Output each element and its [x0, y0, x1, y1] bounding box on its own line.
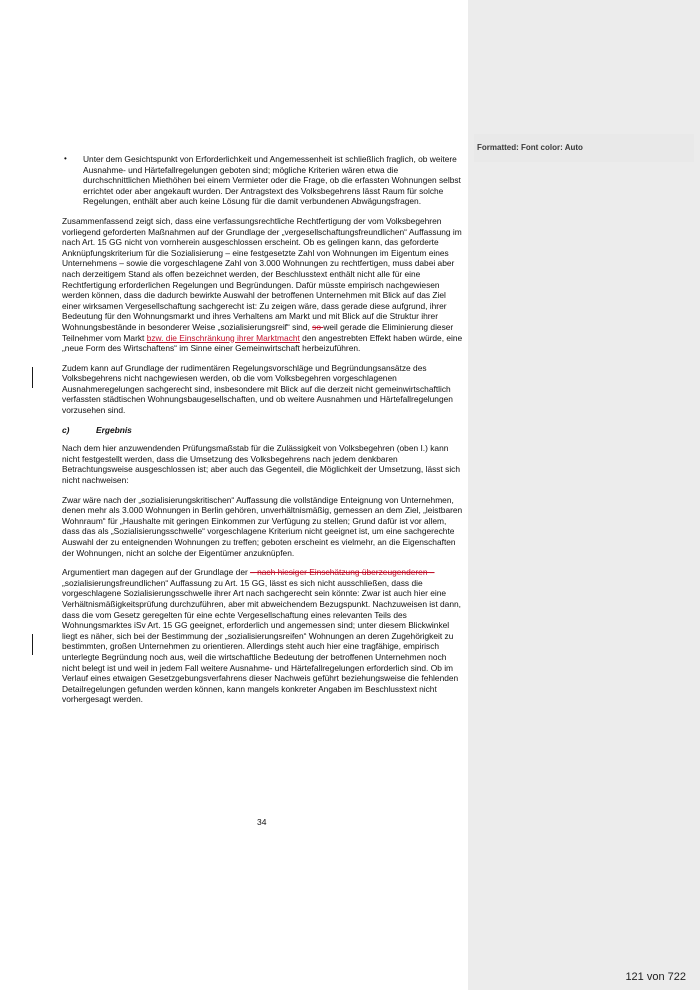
paragraph-friendly-text-b: „sozialisierungsfreundlichen“ Auffassung zu Art. 15 GG, lässt es sich nicht ausschließen, dass die vorgeschlagene Sozialisierungsschwelle ihrer Art nach sachgerecht sein könnte: Zwar ist auch hier eine Verhältnismäßigkeitsprüfung durchzuführen, aber mit abweichendem Bezugspunkt. Nachzuweisen ist dann, dass die vom Gesetz geregelten für eine echte Vergesellschaftung eines relevanten Teils des Wohnungsmarktes iSv Art. 15 GG geeignet, erforderlich und angemessen sind; unter diesem Blickwinkel liegt es näher, sich bei der Bestimmung der „sozialisierungsreifen“ Wohnungen an deren Zugehörigkeit zu bestimmten, großen Unternehmen zu orientieren. Allerdings steht auch hier eine tragfähige, empirisch unterlegte Begründung noch aus, weil die wirtschaftliche Bedeutung der betroffenen Unternehmen noch nicht belegt ist und weil in jedem Fall weitere Ausnahme- und Härtefallregelungen erforderlich sind. Ob im Verlauf eines etwaigen Gesetzgebungsverfahrens dieser Nachweis geführt beziehungsweise die fehlenden Detailregelungen gefunden werden können, kann mangels konkreter Angaben im Beschlusstext nicht vorhergesagt werden.: [62, 577, 461, 705]
page-body: [62, 154, 464, 714]
page-number: 34: [257, 817, 267, 827]
formatting-comment[interactable]: [474, 134, 694, 162]
paragraph-exceptions: Zudem kann auf Grundlage der rudimentären Regelungsvorschläge und Begründungsansätze des Volksbegehrens nicht nachgewiesen werden, ob die vom Volksbegehren vorgeschlagenen Ausnahmeregelungen sachgerecht sind, insbesondere mit Blick auf die derzeit nicht gemeinwirtschaftlich verfassten städtischen Wohnungsbaugesellschaften, und ob weitere Ausnahmen und Härtefallregelungen vorzusehen sind.: [62, 362, 453, 416]
tracked-deletion-ueberzeugenderen: – nach hiesiger Einschätzung überzeugenderen –: [250, 567, 435, 578]
section-heading: [62, 425, 464, 436]
tracked-insertion-marktmacht: bzw. die Einschränkung ihrer Marktmacht: [146, 332, 300, 343]
paragraph-friendly-view: [62, 567, 464, 705]
paragraph-friendly-text-a: Argumentiert man dagegen auf der Grundlage der: [62, 567, 251, 578]
page-counter: 121 von 722: [625, 971, 686, 983]
bullet-text: Unter dem Gesichtspunkt von Erforderlichkeit und Angemessenheit ist schließlich fraglich, ob weitere Ausnahme- und Härtefallregelungen geboten sind; mögliche Kriterien wären etwa die durchschnittlichen Miethöhen bei einem Vermieter oder die Frage, ob die erfassten Wohnungen selbst errichtet oder aber angekauft wurden. Der Antragstext des Volksbegehrens lässt Raum für solche Regelungen, enthält aber auch keine Lösung für die damit verbundenen Abwägungsfragen.: [83, 154, 461, 207]
paragraph-summary-text-a: Zusammenfassend zeigt sich, dass eine verfassungsrechtliche Rechtfertigung der vom Volksbegehren vorliegend geforderten Maßnahmen auf der Grundlage der „vergesellschaftungsfreundlichen“ Auffassung im nach Art. 15 GG nicht von vornherein ausgeschlossen erscheint. Ob es gelingen kann, das geforderte Anknüpfungskriterium für die Sozialisierung – eine festgesetzte Zahl von Wohnungen im Eigentum eines Unternehmens – sowie die vorgeschlagene Zahl von 3.000 Wohnungen zu rechtfertigen, muss dabei aber nach derzeitigem Stand als offen bezeichnet werden, der Beschlusstext enthält nicht alle für eine Rechtfertigung erforderlichen Regelungen und Begründungen. Dafür müsste empirisch nachgewiesen werden können, dass die dadurch bewirkte Auswahl der betroffenen Unternehmen mit Blick auf das Ziel einer wirksamen Vergesellschaftung sachgerecht ist: Zu zeigen wäre, dass gerade diese aufgrund, ihrer Bedeutung für den Wohnungsmarkt und ihres Verhaltens am Markt und mit Blick auf die Struktur ihrer Wohnungsbestände in besonderer Weise „sozialisierungsreif“ sind,: [62, 215, 462, 332]
section-heading-title: Ergebnis: [96, 424, 132, 435]
paragraph-summary: [62, 216, 464, 354]
paragraph-summary-text-c: den angestrebten Effekt haben würde, eine „neue Form des Wirtschaftens“ im Sinne einer Gemeinwirtschaft herbeizuführen.: [62, 332, 463, 354]
bullet-item: [62, 154, 464, 207]
paragraph-summary-text-b: weil gerade die Eliminierung dieser Teilnehmer vom Markt: [62, 321, 454, 343]
formatting-comment-label: Formatted: Font color: Auto: [477, 143, 583, 152]
change-bar-1: [32, 367, 33, 388]
paragraph-result: Nach dem hier anzuwendenden Prüfungsmaßstab für die Zulässigkeit von Volksbegehren (oben I.) kann nicht festgestellt werden, dass die Umsetzung des Volksbegehrens nach jedem denkbaren Betrachtungsweise ausgeschlossen ist; aber auch das Gegenteil, die Möglichkeit der Umsetzung, lässt sich nicht nachweisen:: [62, 443, 461, 486]
change-bar-2: [32, 634, 33, 655]
bullet-dot: •: [64, 154, 67, 163]
section-heading-number: c): [62, 424, 70, 435]
tracked-deletion-so: so: [312, 321, 324, 332]
paragraph-critical-view: Zwar wäre nach der „sozialisierungskritischen“ Auffassung die vollständige Enteignung von Unternehmen, denen mehr als 3.000 Wohnungen in Berlin gehören, unverhältnismäßig, gemessen an dem Ziel, „leistbaren Wohnraum“ für „Haushalte mit geringen Einkommen zur Verfügung zu stellen; Grund dafür ist vor allem, dass das als „Sozialisierungsschwelle“ vorgeschlagene Kriterium nicht geeignet ist, um eine sachgerechte Auswahl der zu enteignenden Wohnungen zu treffen; geboten erscheint es vielmehr, an die Eigenschaften der Wohnungen, nicht an solche der Eigentümer anzuknüpfen.: [62, 494, 463, 558]
